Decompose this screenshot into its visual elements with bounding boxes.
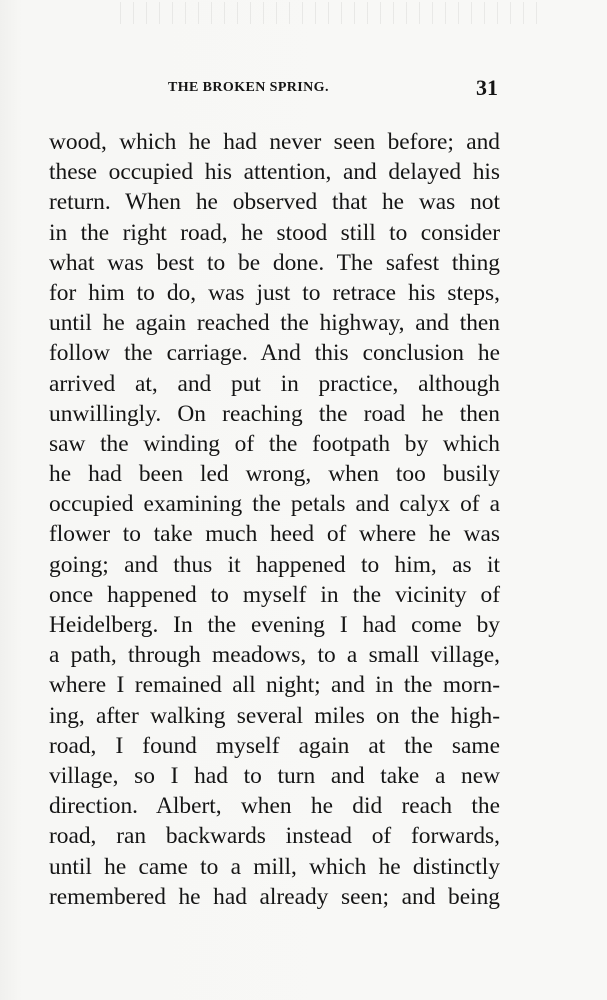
text-line: village, so I had to turn and take a new: [49, 762, 500, 789]
text-line: ing, after walking several miles on the high-: [49, 702, 500, 729]
text-line: direction. Albert, when he did reach the: [49, 793, 500, 820]
text-line: wood, which he had never seen before; and: [49, 129, 500, 155]
page-number: 31: [476, 75, 498, 100]
text-line: once happened to myself in the vicinity of: [49, 581, 500, 608]
text-line: Heidelberg. In the evening I had come by: [49, 612, 500, 638]
text-line: saw the winding of the footpath by which: [49, 430, 500, 457]
text-line: follow the carriage. And this conclusion he: [49, 340, 500, 367]
text-line: occupied examining the petals and calyx of a: [49, 491, 500, 518]
text-line: until he again reached the highway, and then: [49, 310, 500, 337]
text-line: arrived at, and put in practice, although: [49, 370, 500, 397]
text-line: road, I found myself again at the same: [49, 732, 500, 759]
text-line: he had been led wrong, when too busily: [49, 461, 500, 488]
text-line: unwillingly. On reaching the road he then: [49, 400, 500, 427]
text-line: what was best to be done. The safest thing: [49, 249, 500, 276]
text-line: going; and thus it happened to him, as it: [49, 551, 500, 578]
text-line: return. When he observed that he was not: [49, 189, 500, 216]
text-line: road, ran backwards instead of forwards,: [49, 823, 500, 850]
text-line: these occupied his attention, and delayed his: [49, 159, 500, 186]
text-line: until he came to a mill, which he distinctly: [49, 853, 500, 880]
text-line: where I remained all night; and in the morn-: [49, 672, 500, 699]
running-title: THE BROKEN SPRING.: [168, 80, 329, 95]
running-head: [168, 76, 498, 102]
show-through-texture: [120, 2, 540, 24]
text-line: remembered he had already seen; and being: [49, 883, 500, 910]
text-line: for him to do, was just to retrace his steps,: [49, 279, 500, 306]
body-text: [49, 127, 500, 912]
text-line: a path, through meadows, to a small village,: [49, 642, 500, 669]
text-line: flower to take much heed of where he was: [49, 521, 500, 548]
text-line: in the right road, he stood still to consider: [49, 219, 500, 246]
